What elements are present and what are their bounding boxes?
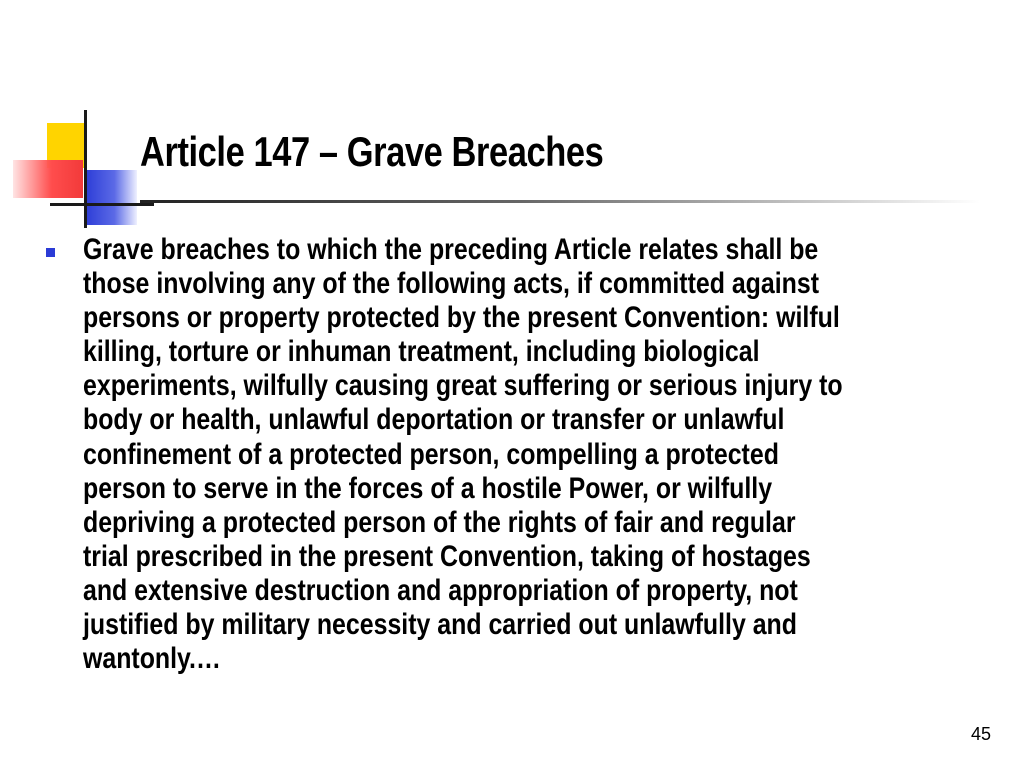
body-line: body or health, unlawful deportation or transfer or unlawful [83,403,785,437]
body-line: person to serve in the forces of a hostile Power, or wilfully [83,471,773,505]
body-line: persons or property protected by the present Convention: wilful [83,301,840,335]
body-line: and extensive destruction and appropriation of property, not [83,573,798,607]
logo-vertical-line [84,110,87,228]
body-line: wantonly.… [83,642,221,676]
body-line: those involving any of the following acts, if committed against [83,267,820,301]
red-square [13,160,83,198]
blue-square [87,170,137,225]
colored-squares-logo-icon [0,0,150,240]
page-number: 45 [970,724,991,744]
body-line: depriving a protected person of the rights of fair and regular [83,505,796,539]
title-underline [140,200,980,203]
bullet-text [83,233,979,676]
body-line: trial prescribed in the present Convention, taking of hostages [83,539,811,573]
body-line: killing, torture or inhuman treatment, including biological [83,335,760,369]
body-line: justified by military necessity and carried out unlawfully and [83,608,797,642]
slide-title: Article 147 – Grave Breaches [140,128,604,175]
body-line: confinement of a protected person, compelling a protected [83,437,779,471]
body-line: experiments, wilfully causing great suffering or serious injury to [83,369,843,403]
logo-horizontal-line [50,203,154,206]
body-line: Grave breaches to which the preceding Article relates shall be [83,233,819,266]
square-bullet-icon [46,248,55,257]
